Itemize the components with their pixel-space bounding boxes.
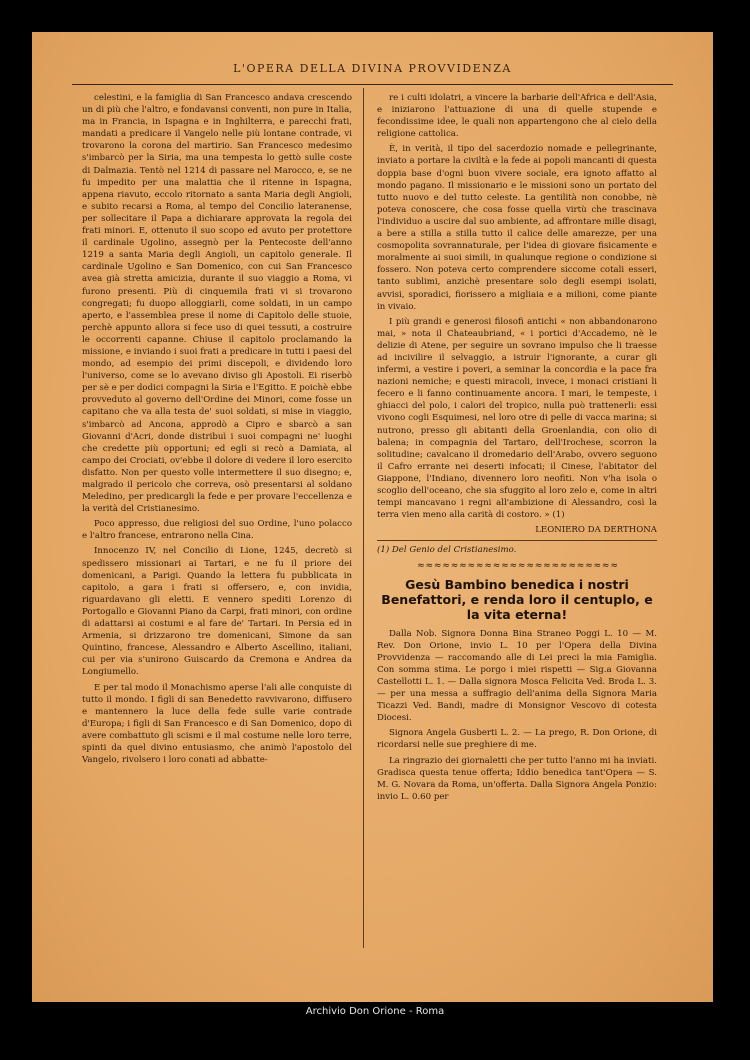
right-paragraph-2: È, in verità, il tipo del sacerdozio nomade e pellegrinante, inviato a portare la civiltà e la fede ai popoli mancanti di questa doppia base d'ogni buon vivere sociale, era ignoto affatto al mondo pagano. Il missionario e le missioni sono un portato del tutto nuovo e del tutto celeste. La gentilità non conobbe, nè poteva conoscere, che cosa fosse quella virtù che trascinava l'individuo a uscire dal suo ambiente, ad affrontare mille disagi, a bere a stilla a stilla tutto il calice delle amarezze, per una cosmopolita sovrannaturale, per l'idea di giovare fisicamente e moralmente ai suoi simili, in qualunque regione o condizione si fossero. Non poteva certo comprendere siccome cotali esseri, tanto sublimi, anzichè presentare solo degli esempi isolati, avvisi, sporadici, fiorissero a migliaia e a milioni, come piante in vivaio. (377, 144, 657, 312)
left-paragraph-3: Innocenzo IV, nel Concilio di Lione, 1245, decretò si spedissero missionari ai Tartari, e ne fu il priore dei domenicani, a Parigi. Quando la lettera fu pubblicata in capitolo, a gara i frati si offersero, e, con invidia, riguardavano gli eletti. E vennero spediti Lorenzo di Portogallo e Giovanni Piano da Carpi, frati minori, con ordine di adattarsi ai costumi e al fare de' Tartari. In Persia ed in Armenia, si drizzarono tre domenicani, Simone da san Quintino, francese, Alessandro e Alberto Ascellino, italiani, cui per via s'unirono Guiscardo da Cremona e Andrea da Longiumello. (82, 546, 352, 678)
right-paragraph-1: re i culti idolatri, a vincere la barbarie dell'Africa e dell'Asia, e iniziarono l'attuazione di una di quelle stupende e fecondissime idee, le quali non appartengono che al cielo della religione cattolica. (377, 93, 657, 140)
donation-paragraph-2: Signora Angela Gusberti L. 2. — La prego, R. Don Orione, di ricordarsi nelle sue preghiere di me. (377, 728, 657, 751)
page-header: L'OPERA DELLA DIVINA PROVVIDENZA (233, 62, 512, 75)
ornament-divider: ≈ ≈ ≈ ≈ ≈ ≈ ≈ ≈ ≈ ≈ ≈ ≈ ≈ ≈ ≈ ≈ ≈ ≈ ≈ ≈ ≈ ≈ ≈ ≈ (417, 561, 617, 572)
section-title: Gesù Bambino benedica i nostri Benefattori, e renda loro il centuplo, e la vita eterna! (381, 576, 653, 622)
column-divider (363, 88, 364, 948)
left-column (82, 92, 352, 942)
archive-caption: Archivio Don Orione - Roma (305, 1006, 445, 1017)
author-signature: LEONIERO DA DERTHONA (535, 525, 657, 536)
footnote: (1) Del Genio del Cristianesimo. (377, 540, 657, 556)
left-paragraph-2: Poco appresso, due religiosi del suo Ordine, l'uno polacco e l'altro francese, entrarono nella Cina. (82, 519, 352, 542)
donation-paragraph-1: Dalla Nob. Signora Donna Bina Straneo Poggi L. 10 — M. Rev. Don Orione, invio L. 10 per l'Opera della Divina Provvidenza — raccomando alle di Lei preci la mia Famiglia. Con somma stima. Le porgo i miei rispetti — Sig.a Giovanna Castellotti L. 1. — Dalla signora Mosca Felicita Ved. Broda L. 3. — per una messa a suffragio dell'anima della Signora Maria Ticazzi Ved. Bandi, madre di Monsignor Vescovo di cotesta Diocesi. (377, 628, 657, 724)
left-paragraph-4: E per tal modo il Monachismo aperse l'ali alle conquiste di tutto il mondo. I figli di san Benedetto ravvivarono, diffusero e mantennero la luce della fede sulle varie contrade d'Europa; i figli di San Francesco e di San Domenico, dopo di avere combattuto gli scismi e il mal costume nelle loro terre, spinti da quel divino entusiasmo, che animò l'apostolo del Vangelo, rivolsero i loro conati ad abbatte- (82, 682, 352, 766)
left-paragraph-1: celestini, e la famiglia di San Francesco andava crescendo un di più che l'altro, e fondavansi conventi, non pure in Italia, ma in Francia, in Ispagna e in Inghilterra, e parecchi frati, mandati a predicare il Vangelo nelle più lontane contrade, vi trovarono la corona del martirio. San Francesco medesimo s'imbarcò per la Siria, ma una tempesta lo gettò sulle coste di Dalmazia. Tentò nel 1214 di passare nel Marocco, e, se ne fu impedito per una malattia che il ritenne in Ispagna, appena riavuto, eccolo ritornato a santa Maria degli Angioli, e subito recarsi a Roma, al tempo del Concilio lateranense, per sollecitare il Papa a dichiarare approvata la regola dei frati minori. E, ottenuto il suo scopo ed avuto per protettore il cardinale Ugolino, assegnò per la Pentecoste dell'anno 1219 a santa Maria degli Angioli, un capitolo generale. Il cardinale Ugolino e San Domenico, con cui San Francesco avea già stretta amicizia, durante il suo viaggio a Roma, vi furono presenti. Più di cinquemila frati vi si trovarono congregati; fu duopo alloggiarli, come soldati, in un campo aperto, e l'assemblea prese il nome di Capitolo delle stuoie, perchè appunto allora si fece uso di quei tessuti, a costruire le occorrenti capanne. Chiuse il capitolo proclamando la missione, e inviando i suoi frati a predicare in tutti i paesi del mondo, ad esempio dei primi discepoli, e dividendo loro l'universo, come se lo avevano diviso gli Apostoli. Ei riserbò per sè e per dodici compagni la Siria e l'Egitto. E poichè ebbe provveduto al governo dell'Ordine dei Minori, come fosse un capitano che va alla testa de' suoi soldati, si mise in viaggio, s'imbarcò ad Ancona, approdò a Cipro e sbarcò a san Giovanni d'Acri, donde distribuì i suoi compagni ne' luoghi che credette più opportuni; ed egli si recò a Damiata, al campo dei Crociati, ov'ebbe il dolore di vedere il loro esercito disfatto. Non per questo volle intermettere il suo disegno; e, malgrado il pericolo che correva, osò presentarsi al soldano Meledino, per predicargli la fede e per provare l'eccellenza e la verità del Cristianesimo. (82, 93, 352, 515)
header-rule (72, 84, 673, 85)
newspaper-page (32, 32, 713, 1002)
donation-paragraph-3: La ringrazio dei giornaletti che per tutto l'anno mi ha inviati. Gradisca questa tenue offerta; Iddio benedica tant'Opera — S. M. G. Novara da Roma, un'offerta. Dalla Signora Angela Ponzio: invio L. 0.60 per (377, 755, 657, 802)
right-paragraph-3: I più grandi e generosi filosofi antichi « non abbandonarono mai, » nota il Chateaubriand, « i portici d'Accademo, nè le delizie di Atene, per seguire un sovrano impulso che li traesse ad incivilire il selvaggio, a istruir l'ignorante, a curar gli infermi, a vestire i poveri, a seminar la concordia e la pace fra nazioni nemiche; e questi miracoli, invece, i monaci cristiani li fecero e li fanno continuamente ancora. I mari, le tempeste, i ghiacci del polo, i calori del tropico, nulla può trattenerli: essi vivono cogli Esquimesi, nel loro otre di pelle di vacca marina; si nutrono, presso gli abitanti della Groenlandia, con olio di balena; in compagnia del Tartaro, dell'Irochese, scorron la solitudine; cavalcano il dromedario dell'Arabo, ovvero seguono il Cafro errante nei deserti infocati; il Cinese, l'abitator del Giappone, l'Indiano, divennero loro neofiti. Non v'ha isola o scoglio dell'oceano, che sia sfuggito al loro zelo e, come in altri tempi mancavano i regni all'ambizione di Alessandro, così la terra vien meno alla carità di costoro. » (1) (377, 316, 657, 521)
right-column (377, 92, 657, 962)
